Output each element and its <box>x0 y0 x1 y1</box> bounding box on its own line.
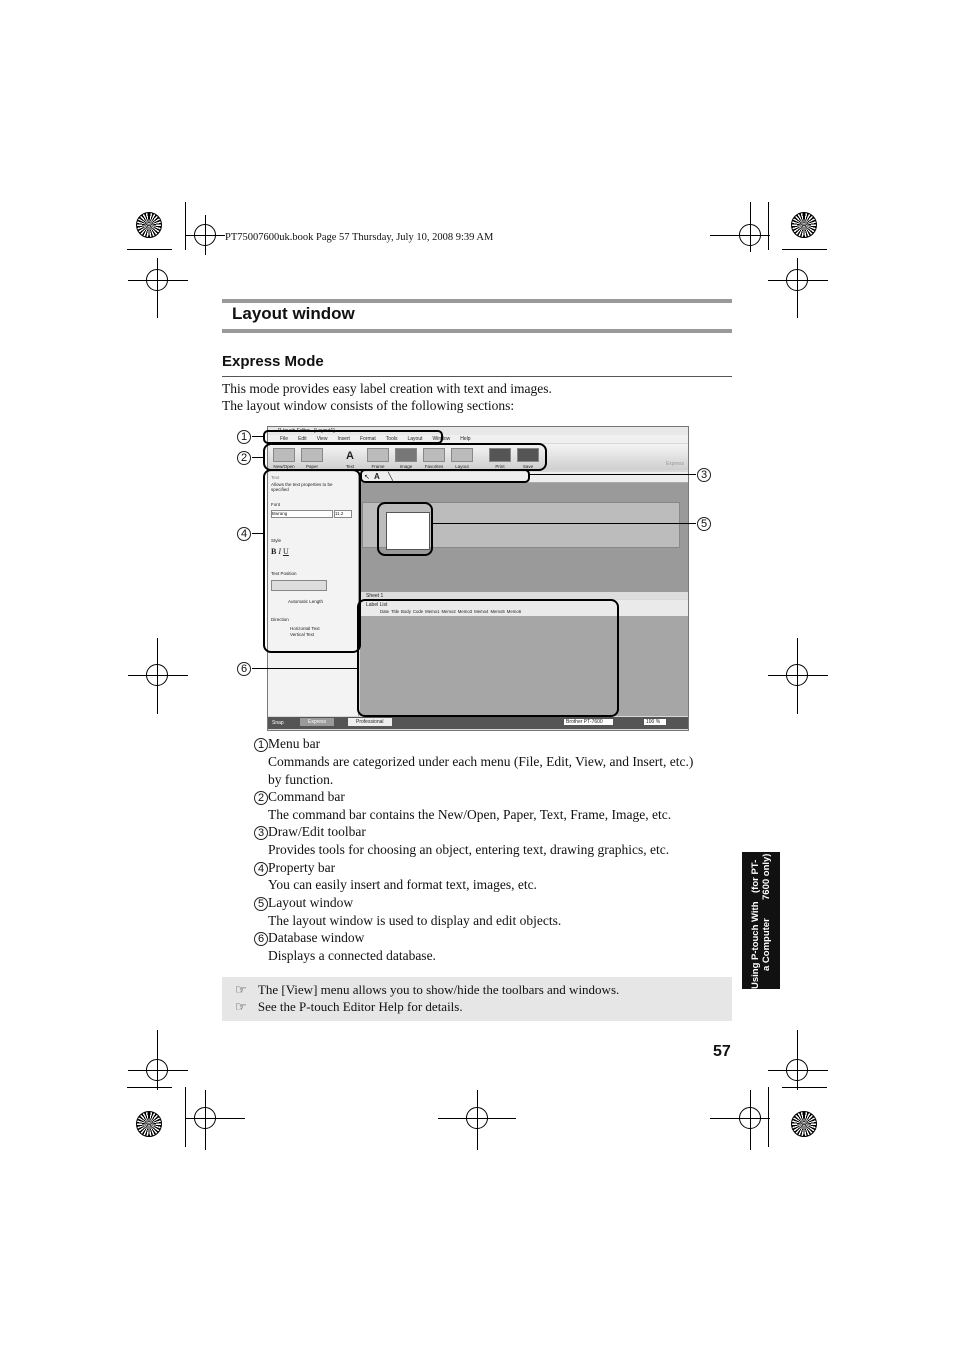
callout-number-1: 1 <box>237 430 251 444</box>
item-number-6: 6 <box>254 932 268 946</box>
style-buttons[interactable]: B I U <box>271 547 289 556</box>
item-title-layout-window: Layout window <box>268 895 354 910</box>
item-body-layout-window: The layout window is used to display and edit objects. <box>268 913 562 928</box>
db-column[interactable]: Code <box>412 609 424 614</box>
trim-line <box>185 202 186 250</box>
item-body-menu-bar-2: by function. <box>268 772 334 787</box>
item-body-property-bar: You can easily insert and format text, images, etc. <box>268 877 537 892</box>
note-text: The [View] menu allows you to show/hide the toolbars and windows. <box>257 982 620 997</box>
prop-position-head: Text Position <box>271 571 297 576</box>
professional-tab[interactable]: Professional <box>348 718 392 726</box>
db-column[interactable]: Body <box>401 609 411 614</box>
printer-rosette-mark <box>136 212 162 238</box>
trim-line <box>782 1087 827 1088</box>
side-tab-label <box>742 852 780 989</box>
printer-select[interactable]: Brother PT-7600 <box>564 719 613 725</box>
item-title-property-bar: Property bar <box>268 860 336 875</box>
side-tab-line-1: Using P-touch With a Computer <box>750 901 772 989</box>
side-tab-line-2: (for PT-7600 only) <box>750 853 772 900</box>
express-mode-label: Express <box>665 461 684 467</box>
window-title: P-touch Editor - [Layout1] <box>278 428 335 434</box>
menu-help[interactable]: Help <box>460 436 471 442</box>
crop-line <box>128 280 188 281</box>
prop-text-desc: Allows the text properties to be specified <box>271 482 333 492</box>
prop-font-head: Font <box>271 502 281 507</box>
cmd-print[interactable]: Print <box>486 448 514 470</box>
snap-toggle[interactable]: Snap <box>272 720 284 726</box>
crop-line <box>157 1030 158 1090</box>
db-column[interactable]: Memo3 <box>457 609 473 614</box>
crop-line <box>185 1118 245 1119</box>
crop-line <box>797 638 798 714</box>
printer-rosette-mark <box>136 1111 162 1137</box>
font-select[interactable]: Bwrang <box>271 510 333 518</box>
db-column[interactable]: Memo2 <box>441 609 456 614</box>
status-bar <box>268 717 688 729</box>
crop-line <box>205 215 206 255</box>
item-body-menu-bar: Commands are categorized under each menu (File, Edit, View, and Insert, etc.) <box>268 754 694 769</box>
section-title: Layout window <box>232 304 355 323</box>
crop-line <box>710 1118 770 1119</box>
cmd-frame[interactable]: Frame <box>364 448 392 470</box>
book-header-line: PT75007600uk.book Page 57 Thursday, July 10, 2008 9:39 AM <box>225 232 494 243</box>
menu-window[interactable]: Window <box>432 436 451 442</box>
crop-line <box>205 1090 206 1150</box>
menu-tools[interactable]: Tools <box>385 436 398 442</box>
section-rule-top <box>222 299 732 303</box>
prop-direction-head: Direction <box>271 617 289 622</box>
item-body-draw-toolbar: Provides tools for choosing an object, entering text, drawing graphics, etc. <box>268 842 670 857</box>
db-column[interactable]: Title <box>391 609 400 614</box>
cmd-new-open[interactable]: New/Open <box>270 448 298 470</box>
callout-line-3 <box>528 474 696 475</box>
select-arrow-icon[interactable]: ↖ <box>364 474 370 481</box>
text-tool-icon[interactable]: A <box>374 472 380 481</box>
callout-frame-menu-bar <box>263 430 443 444</box>
item-title-draw-toolbar: Draw/Edit toolbar <box>268 824 366 839</box>
item-title-menu-bar: Menu bar <box>268 736 321 751</box>
db-column[interactable]: Memo5 <box>490 609 505 614</box>
crop-line <box>710 235 770 236</box>
crop-line <box>768 1070 828 1071</box>
crop-line <box>750 1090 751 1150</box>
trim-line <box>127 1087 172 1088</box>
trim-line <box>185 1087 186 1147</box>
callout-number-5: 5 <box>697 517 711 531</box>
auto-length-button[interactable]: Automatic Length <box>288 599 324 604</box>
callout-line-5 <box>431 523 696 524</box>
callout-frame-layout-window <box>377 502 433 556</box>
line-tool-icon[interactable]: ╲ <box>388 472 393 481</box>
db-column[interactable]: Memo4 <box>474 609 489 614</box>
callout-frame-database-window <box>357 599 619 717</box>
horizontal-text-radio[interactable]: Horizontal Text <box>290 626 320 631</box>
printer-rosette-mark <box>791 1111 817 1137</box>
page-number: 57 <box>713 1043 731 1060</box>
pointing-hand-icon: ☞ <box>235 982 247 997</box>
vertical-text-radio[interactable]: Vertical Text <box>290 632 315 637</box>
menu-edit[interactable]: Edit <box>298 436 307 442</box>
subsection-rule <box>222 376 732 377</box>
printer-rosette-mark <box>791 212 817 238</box>
pointing-hand-icon: ☞ <box>235 999 247 1014</box>
cmd-save[interactable]: Save <box>514 448 542 470</box>
trim-line <box>768 202 769 250</box>
callout-line-4 <box>252 533 264 534</box>
note-item <box>235 982 619 998</box>
callout-line-2 <box>252 457 264 458</box>
note-text: See the P-touch Editor Help for details. <box>257 999 463 1014</box>
trim-line <box>782 249 827 250</box>
item-title-database-window: Database window <box>268 930 365 945</box>
prop-text-head: Text <box>271 475 280 480</box>
cmd-text[interactable]: A Text <box>345 450 355 469</box>
express-tab[interactable]: Express <box>300 718 334 726</box>
label-list-title: Label List <box>366 602 388 608</box>
callout-number-2: 2 <box>237 451 251 465</box>
item-number-3: 3 <box>254 826 268 840</box>
crop-line <box>157 258 158 318</box>
callout-number-6: 6 <box>237 662 251 676</box>
sheet-tab[interactable]: Sheet 1 <box>366 593 384 599</box>
cmd-favorites[interactable]: Favorites <box>420 448 448 470</box>
item-number-1: 1 <box>254 738 268 752</box>
cmd-image[interactable]: Image <box>392 448 420 470</box>
callout-number-3: 3 <box>697 468 711 482</box>
cmd-layout[interactable]: Layout <box>448 448 476 470</box>
crop-line <box>750 202 751 252</box>
crop-line <box>768 280 828 281</box>
trim-line <box>768 1087 769 1147</box>
item-number-5: 5 <box>254 897 268 911</box>
item-number-4: 4 <box>254 862 268 876</box>
item-title-command-bar: Command bar <box>268 789 345 804</box>
db-column[interactable]: Date <box>380 609 390 614</box>
menu-layout[interactable]: Layout <box>407 436 423 442</box>
zoom-select[interactable]: 100 % <box>644 719 666 725</box>
menu-file[interactable]: File <box>280 436 289 442</box>
menu-view[interactable]: View <box>316 436 328 442</box>
crop-line <box>477 1090 478 1150</box>
crop-line <box>797 258 798 318</box>
item-body-database-window: Displays a connected database. <box>268 948 436 963</box>
crop-line <box>768 675 828 676</box>
callout-line-1 <box>252 436 264 437</box>
cmd-paper[interactable]: Paper <box>298 448 326 470</box>
db-column[interactable]: Memo1 <box>425 609 440 614</box>
callout-frame-command-bar <box>263 443 547 471</box>
crop-line <box>128 675 188 676</box>
prop-style-head: Style <box>271 538 282 543</box>
menu-format[interactable]: Format <box>359 436 376 442</box>
db-column[interactable]: Memo6 <box>506 609 522 614</box>
note-item <box>235 999 463 1015</box>
section-rule-bottom <box>222 329 732 333</box>
callout-frame-property-bar <box>263 469 361 653</box>
menu-insert[interactable]: Insert <box>337 436 350 442</box>
item-body-command-bar: The command bar contains the New/Open, Paper, Text, Frame, Image, etc. <box>268 807 672 822</box>
intro-line-2: The layout window consists of the following sections: <box>222 398 515 413</box>
crop-line <box>157 638 158 714</box>
trim-line <box>127 249 172 250</box>
font-size-select[interactable]: 11.2 <box>334 510 352 518</box>
crop-line <box>797 1030 798 1090</box>
callout-frame-draw-toolbar <box>360 469 530 483</box>
callout-number-4: 4 <box>237 527 251 541</box>
subsection-title: Express Mode <box>222 353 324 370</box>
sheet-tab-bar <box>360 592 688 599</box>
intro-line-1: This mode provides easy label creation with text and images. <box>222 381 552 396</box>
item-number-2: 2 <box>254 791 268 805</box>
crop-line <box>128 1070 188 1071</box>
callout-line-6 <box>252 668 358 669</box>
